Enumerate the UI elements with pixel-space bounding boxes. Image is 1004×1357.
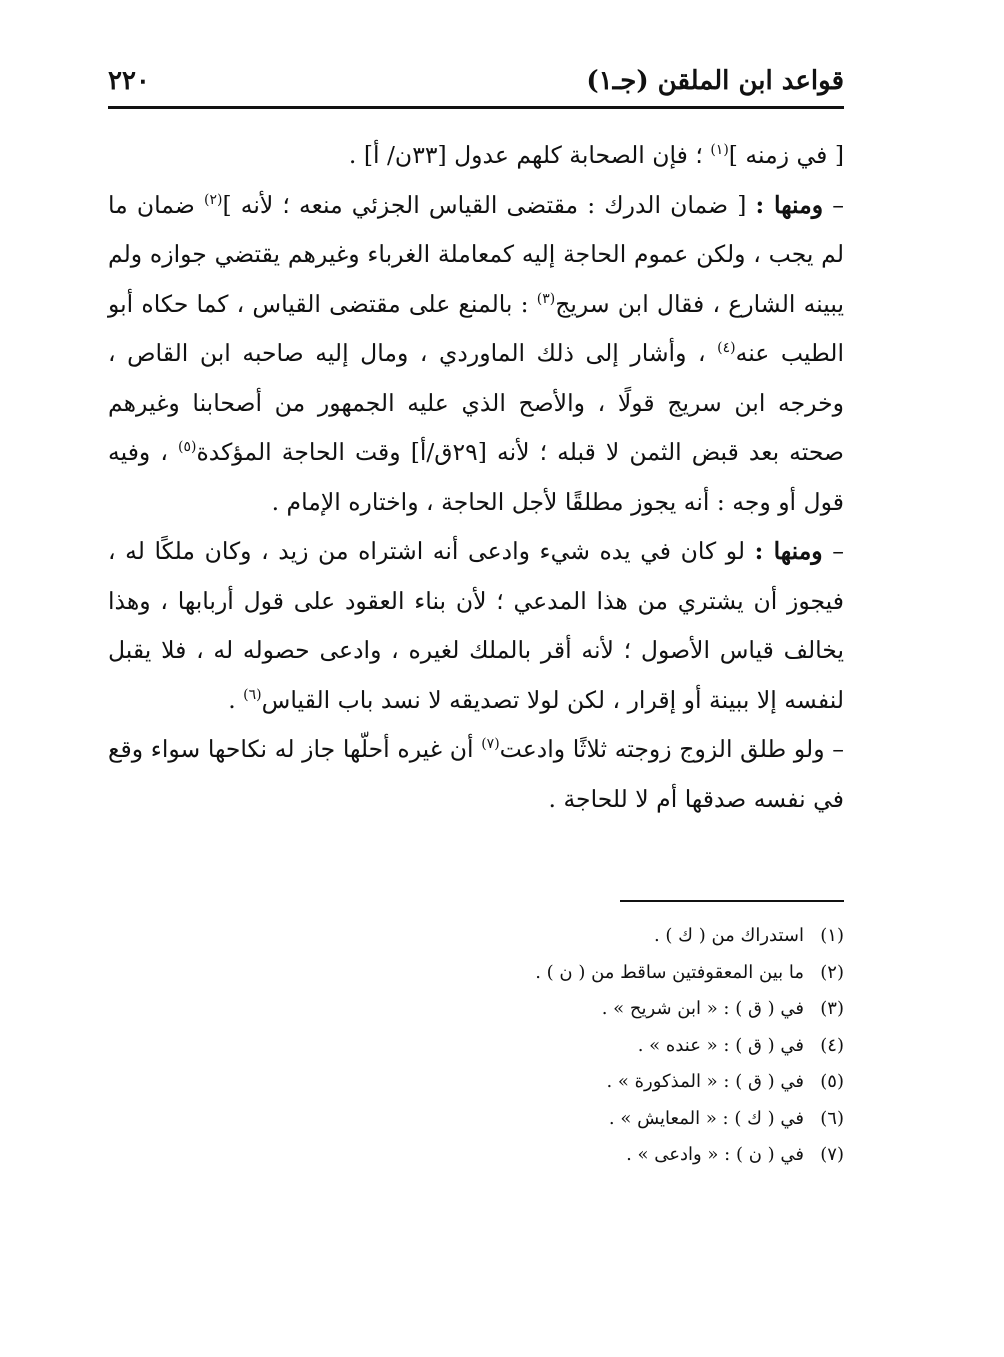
footnote-marker: (١) bbox=[710, 142, 729, 158]
text-segment: ، وأشار إلى ذلك الماوردي ، ومال إليه صاحبه ابن القاص ، وخرجه ابن سريج قولًا ، والأصح الذي عليه الجمهور من أصحابنا وغيرهم صحته بعد قبض الثمن لا قبله ؛ لأنه [٢٩ق/أ] وقت الحاجة المؤكدة bbox=[108, 339, 844, 466]
footnote-text: استدراك من ( ك ) . bbox=[653, 925, 804, 946]
paragraph bbox=[108, 725, 844, 824]
book-page bbox=[108, 60, 844, 1192]
text-segment: ؛ فإن الصحابة كلهم عدول [٣٣ن/ أ] . bbox=[348, 141, 711, 169]
paragraph bbox=[108, 181, 844, 528]
footnote-number: (٦) bbox=[820, 1107, 844, 1129]
running-title: قواعد ابن الملقن (جـ١) bbox=[586, 66, 844, 96]
footnote bbox=[108, 1064, 844, 1101]
footnote bbox=[108, 955, 844, 992]
footnote-marker: (٦) bbox=[243, 686, 262, 703]
text-segment: – bbox=[823, 190, 844, 219]
footnote bbox=[108, 918, 844, 955]
text-segment: : بالمنع على مقتضى القياس ، كما حكاه أبو الطيب عنه bbox=[108, 289, 844, 367]
footnote-marker: (٥) bbox=[177, 439, 197, 455]
page-number: ٢٢٠ bbox=[108, 66, 150, 96]
footnote-number: (١) bbox=[820, 925, 844, 946]
footnote-text: في ( ن ) : « وادعى » . bbox=[626, 1144, 804, 1165]
footnote-number: (٢) bbox=[820, 961, 844, 983]
footnote-number: (٧) bbox=[820, 1144, 844, 1165]
lead-phrase: ومنها : bbox=[754, 537, 823, 565]
main-text bbox=[108, 131, 844, 824]
footnote-text: في ( ق ) : « عنده » . bbox=[637, 1034, 804, 1056]
page-header bbox=[108, 60, 844, 109]
footnote bbox=[108, 991, 844, 1028]
footnote-marker: (٧) bbox=[481, 736, 500, 752]
footnote-text: في ( ق ) : « ابن شريح » . bbox=[601, 998, 804, 1019]
text-segment: – bbox=[822, 537, 844, 565]
footnote-text: في ( ق ) : « المذكورة » . bbox=[606, 1071, 804, 1092]
footnote bbox=[108, 1028, 844, 1065]
footnote-text: في ( ك ) : « المعايش » . bbox=[608, 1107, 804, 1129]
lead-phrase: ومنها : bbox=[755, 190, 824, 219]
footnote-divider bbox=[620, 900, 844, 902]
text-segment: . bbox=[228, 685, 244, 714]
footnote-number: (٥) bbox=[820, 1071, 844, 1092]
text-segment: [ ضمان الدرك : مقتضى القياس الجزئي منعه ؛ لأنه ] bbox=[222, 190, 756, 219]
text-segment: أن غيره أحلّها جاز له نكاحها سواء وقع في نفسه صدقها أم لا للحاجة . bbox=[108, 735, 844, 813]
footnote-marker: (٣) bbox=[536, 290, 556, 307]
paragraph bbox=[108, 131, 844, 181]
paragraph bbox=[108, 527, 844, 725]
text-segment: – ولو طلق الزوج زوجته ثلاثًا وادعت bbox=[499, 735, 844, 763]
text-segment: لو كان في يده شيء وادعى أنه اشتراه من زيد ، وكان ملكًا له ، فيجوز أن يشتري من هذا المدعي ؛ لأن بناء العقود على قول أربابها ، وهذا يخالف قياس الأصول ؛ لأنه أقر بالملك لغيره ، وادعى حصوله له ، فلا يقبل لنفسه إلا ببينة أو إقرار ، لكن لولا تصديقه لا نسد باب القياس bbox=[108, 537, 844, 714]
footnote-number: (٣) bbox=[820, 998, 844, 1019]
footnote bbox=[108, 1137, 844, 1174]
text-segment: ، وفيه قول أو وجه : أنه يجوز مطلقًا لأجل الحاجة ، واختاره الإمام . bbox=[108, 438, 844, 516]
footnotes-list bbox=[108, 918, 844, 1174]
footnote bbox=[108, 1101, 844, 1138]
footnote-number: (٤) bbox=[820, 1034, 844, 1056]
text-segment: ضمان ما لم يجب ، ولكن عموم الحاجة إليه كمعاملة الغرباء وغيرهم يقتضي جوازه ولم يبينه الشارع ، فقال ابن سريج bbox=[108, 190, 844, 318]
footnote-marker: (٢) bbox=[203, 191, 223, 208]
footnote-marker: (٤) bbox=[717, 340, 736, 356]
footnote-text: ما بين المعقوفتين ساقط من ( ن ) . bbox=[535, 961, 804, 983]
text-segment: [ في زمنه ] bbox=[728, 141, 844, 169]
